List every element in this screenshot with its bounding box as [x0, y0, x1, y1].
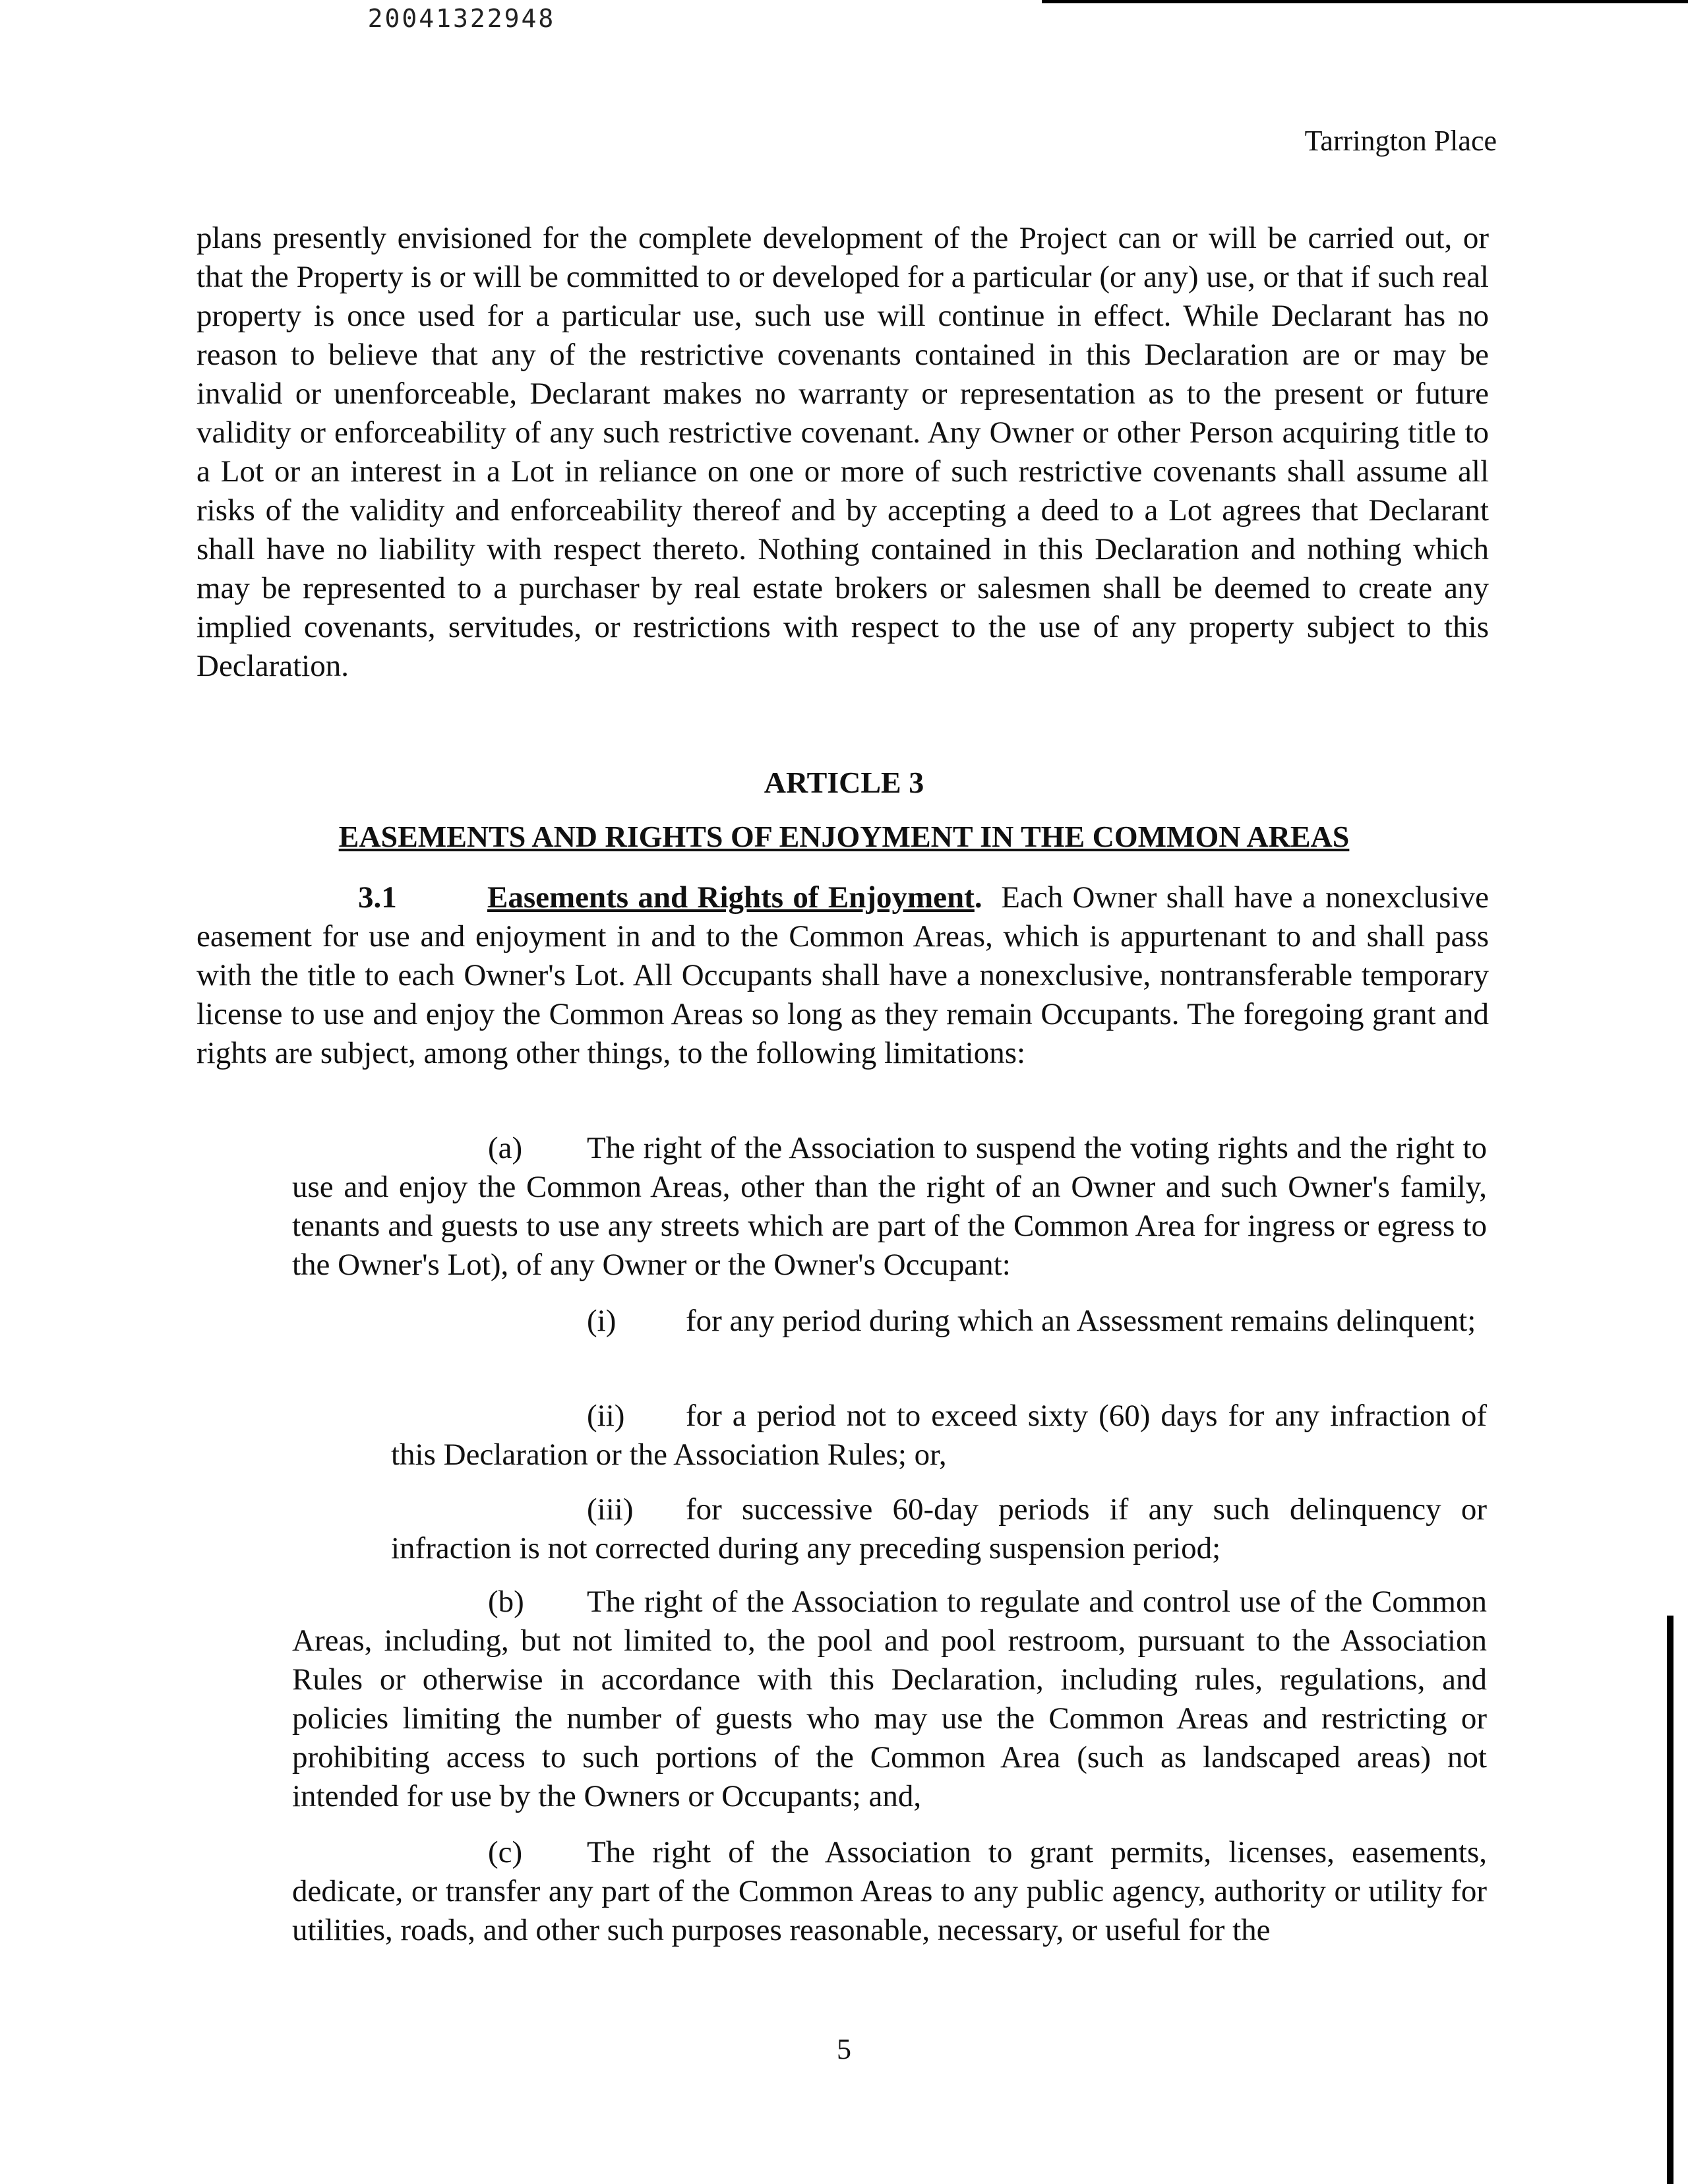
item-a	[292, 1129, 1487, 1285]
page-number: 5	[837, 2033, 851, 2065]
section-title-period: .	[974, 880, 982, 915]
item-a-text: The right of the Association to suspend the voting rights and the right to use and enjoy the Common Areas, other than the right of an Owner and such Owner's family, tenants and guests to use any streets which are part of the Common Area for ingress or egress to the Owner's Lot), of any Owner or the Owner's Occupant:	[292, 1131, 1487, 1282]
article-title: EASEMENTS AND RIGHTS OF ENJOYMENT IN THE COMMON AREAS	[338, 820, 1350, 853]
section-3-1	[196, 878, 1489, 1073]
item-a-ii-label: (ii)	[587, 1399, 625, 1433]
item-a-iii	[391, 1490, 1487, 1568]
section-text: Each Owner shall have a nonexclusive easement for use and enjoyment in and to the Common Areas, which is appurtenant to and shall pass with the title to each Owner's Lot. All Occupants shall have a nonexclusive, nontransferable temporary license to use and enjoy the Common Areas so long as they remain Occupants. The foregoing grant and rights are subject, among other things, to the following limitations:	[196, 880, 1490, 1070]
item-c-text: The right of the Association to grant permits, licenses, easements, dedicate, or transfer any part of the Common Areas to any public agency, authority or utility for utilities, roads, and other such purposes reasonable, necessary, or useful for the	[292, 1835, 1487, 1947]
item-c-label: (c)	[488, 1835, 523, 1869]
scan-top-rule	[1042, 0, 1688, 3]
item-b-label: (b)	[488, 1585, 524, 1619]
item-a-iii-label: (iii)	[587, 1492, 634, 1527]
section-number: 3.1	[358, 880, 397, 915]
item-a-i	[391, 1302, 1487, 1341]
recording-number: 20041322948	[367, 4, 556, 33]
item-a-ii-text: for a period not to exceed sixty (60) days for any infraction of this Declaration or the Association Rules; or,	[391, 1399, 1487, 1472]
article-number: ARTICLE 3	[764, 766, 924, 799]
item-a-label: (a)	[488, 1131, 523, 1165]
item-a-ii	[391, 1397, 1487, 1474]
item-a-iii-text: for successive 60-day periods if any such delinquency or infraction is not corrected during any preceding suspension period;	[391, 1492, 1487, 1565]
section-title: Easements and Rights of Enjoyment	[487, 880, 975, 915]
scan-edge-bar	[1667, 1616, 1673, 2184]
item-c	[292, 1833, 1487, 1950]
item-b-text: The right of the Association to regulate and control use of the Common Areas, including, but not limited to, the pool and pool restroom, pursuant to the Association Rules or otherwise in accordance with this Declaration, including rules, regulations, and policies limiting the number of guests who may use the Common Areas and restricting or prohibiting access to such portions of the Common Area (such as landscaped areas) not intended for use by the Owners or Occupants; and,	[292, 1585, 1487, 1813]
item-a-i-label: (i)	[587, 1304, 617, 1338]
item-a-i-text: for any period during which an Assessment remains delinquent;	[686, 1304, 1476, 1338]
running-header: Tarrington Place	[1304, 125, 1497, 157]
item-b	[292, 1583, 1487, 1816]
continued-paragraph: plans presently envisioned for the complete development of the Project can or will be carried out, or that the Property is or will be committed to or developed for a particular (or any) use, or that if such real property is once used for a particular use, such use will continue in effect. While Declarant has no reason to believe that any of the restrictive covenants contained in this Declaration are or may be invalid or unenforceable, Declarant makes no warranty or representation as to the present or future validity or enforceability of any such restrictive covenant. Any Owner or other Person acquiring title to a Lot or an interest in a Lot in reliance on one or more of such restrictive covenants shall assume all risks of the validity and enforceability thereof and by accepting a deed to a Lot agrees that Declarant shall have no liability with respect thereto. Nothing contained in this Declaration and nothing which may be represented to a purchaser by real estate brokers or salesmen shall be deemed to create any implied covenants, servitudes, or restrictions with respect to the use of any property subject to this Declaration.	[196, 221, 1489, 683]
